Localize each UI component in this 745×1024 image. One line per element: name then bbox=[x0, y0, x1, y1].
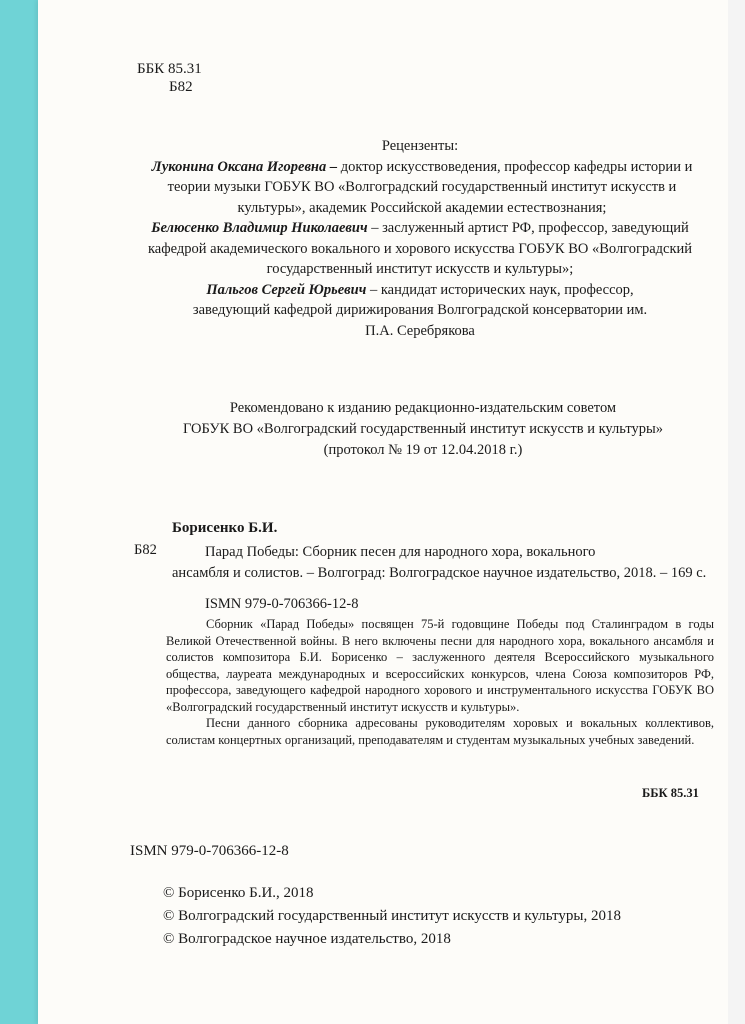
card-title-line-1: Парад Победы: Сборник песен для народного хора, вокального bbox=[205, 544, 596, 560]
isbn-bottom: ISMN 979-0-706366-12-8 bbox=[130, 843, 289, 859]
reviewer-3 bbox=[130, 280, 710, 342]
copyright-block bbox=[163, 882, 621, 951]
bbk-code: ББК 85.31 bbox=[137, 61, 202, 77]
reviewer-3-text: – кандидат исторических наук, профессор, заведующий кафедрой дирижирования Волгоградской консерватории им. П.А. Серебрякова bbox=[192, 281, 648, 339]
annotation bbox=[166, 616, 714, 748]
reviewer-2-text: – заслуженный артист РФ, профессор, заведующий кафедрой академического вокального и хорового искусства ГОБУК ВО «Волгоградский государственный институт искусств и культуры»; bbox=[147, 220, 693, 277]
copyright-3: © Волгоградское научное издательство, 2018 bbox=[163, 931, 451, 947]
reviewer-1 bbox=[130, 157, 710, 219]
reviewers-block bbox=[130, 136, 710, 341]
card-bbk: ББК 85.31 bbox=[642, 786, 699, 800]
card-isbn: ISMN 979-0-706366-12-8 bbox=[205, 596, 359, 612]
page-edge bbox=[728, 0, 745, 1024]
reviewer-1-name: Луконина Оксана Игоревна – bbox=[151, 158, 338, 175]
card-code: Б82 bbox=[134, 542, 157, 558]
card-title bbox=[172, 542, 715, 584]
copyright-2: © Волгоградский государственный институт искусств и культуры, 2018 bbox=[163, 908, 621, 924]
recommended-line-1: Рекомендовано к изданию редакционно-издательским советом bbox=[229, 400, 617, 416]
card-author: Борисенко Б.И. bbox=[172, 520, 278, 536]
reviewers-heading: Рецензенты: bbox=[381, 138, 459, 154]
reviewer-2 bbox=[130, 218, 710, 280]
card-title-line-2: ансамбля и солистов. – Волгоград: Волгоградское научное издательство, 2018. – 169 с. bbox=[172, 565, 707, 581]
reviewer-1-text: доктор искусствоведения, профессор кафедры истории и теории музыки ГОБУК ВО «Волгоградский государственный институт искусств и культуры», академик Российской академии естествознания; bbox=[167, 158, 693, 216]
reviewer-3-name: Пальгов Сергей Юрьевич bbox=[206, 281, 367, 298]
recommended-line-3: (протокол № 19 от 12.04.2018 г.) bbox=[323, 442, 523, 458]
recommended-line-2: ГОБУК ВО «Волгоградский государственный институт искусств и культуры» bbox=[183, 421, 663, 437]
annotation-paragraph-2: Песни данного сборника адресованы руководителям хоровых и вокальных коллективов, солистам концертных организаций, преподавателям и студентам музыкальных учебных заведений. bbox=[166, 716, 714, 747]
recommendation-block bbox=[128, 398, 718, 461]
copyright-1: © Борисенко Б.И., 2018 bbox=[163, 885, 314, 901]
annotation-paragraph-1: Сборник «Парад Победы» посвящен 75-й годовщине Победы под Сталинградом в годы Великой Отечественной войны. В него включены песни для народного хора, вокального ансамбля и солистов композитора Б.И. Борисенко – заслуженного деятеля Всероссийского музыкального общества, лауреата международных и всероссийских конкурсов, члена Союза композиторов РФ, профессора, заведующего кафедрой народного хорового и инструментального искусства ГОБУК ВО «Волгоградский государственный институт искусств и культуры». bbox=[166, 617, 714, 714]
reviewer-2-name: Белюсенко Владимир Николаевич bbox=[151, 220, 368, 236]
author-code: Б82 bbox=[169, 79, 193, 95]
bbk-header bbox=[137, 60, 202, 96]
